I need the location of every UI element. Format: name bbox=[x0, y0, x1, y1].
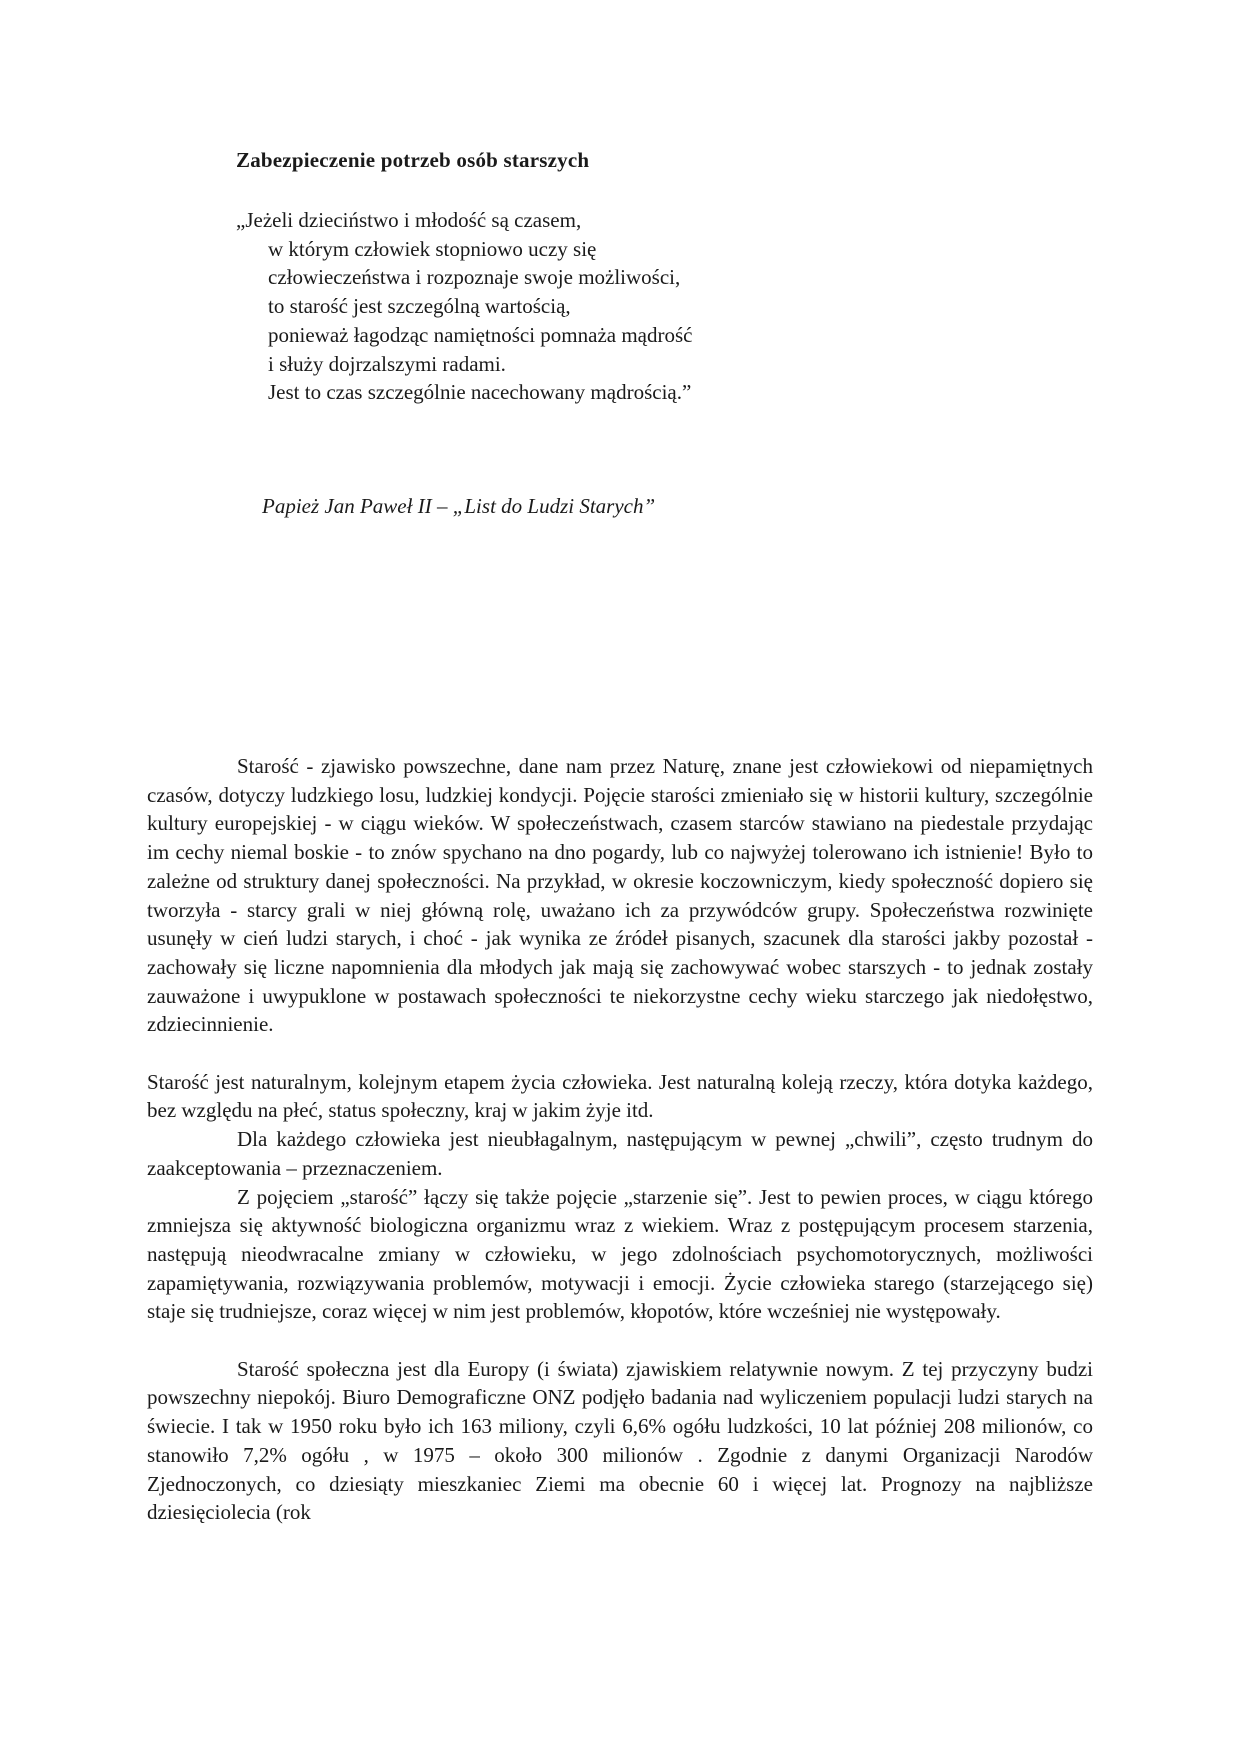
paragraph: Starość - zjawisko powszechne, dane nam przez Naturę, znane jest człowiekowi od niepamiętnych czasów, dotyczy ludzkiego losu, ludzkiej kondycji. Pojęcie starości zmieniało się w historii kultury, szczególnie kultury europejskiej - w ciągu wieków. W społeczeństwach, czasem starców stawiano na piedestale przydając im cechy niemal boskie - to znów spychano na dno pogardy, lub co najwyżej tolerowano ich istnienie! Było to zależne od struktury danej społeczności. Na przykład, w okresie koczowniczym, kiedy społeczność dopiero się tworzyła - starcy grali w niej główną rolę, uważano ich za przywódców grupy. Społeczeństwa rozwinięte usunęły w cień ludzi starych, i choć - jak wynika ze źródeł pisanych, szacunek dla starości jakby pozostał - zachowały się liczne napomnienia dla młodych jak mają się zachowywać wobec starszych - to jednak zostały zauważone i uwypuklone w postawach społeczności te niekorzystne cechy wieku starczego jak niedołęstwo, zdziecinnienie. bbox=[147, 754, 1093, 1037]
quote-line: Jest to czas szczególnie nacechowany mądrością.” bbox=[268, 380, 692, 405]
quote-line: w którym człowiek stopniowo uczy się bbox=[268, 236, 597, 261]
paragraph: Starość jest naturalnym, kolejnym etapem życia człowieka. Jest naturalną koleją rzeczy, która dotyka każdego, bez względu na płeć, status społeczny, kraj w jakim żyje itd. bbox=[147, 1069, 1093, 1123]
quote-attribution: Papież Jan Paweł II – „List do Ludzi Starych” bbox=[262, 494, 656, 518]
quote-line: to starość jest szczególną wartością, bbox=[268, 294, 571, 319]
paragraph: Starość społeczna jest dla Europy (i świata) zjawiskiem relatywnie nowym. Z tej przyczyny budzi powszechny niepokój. Biuro Demograficzne ONZ podjęło badania nad wyliczeniem populacji ludzi starych na świecie. I tak w 1950 roku było ich 163 miliony, czyli 6,6% ogółu ludzkości, 10 lat później 208 milionów, co stanowiło 7,2% ogółu , w 1975 – około 300 milionów . Zgodnie z danymi Organizacji Narodów Zjednoczonych, co dziesiąty mieszkaniec Ziemi ma obecnie 60 i więcej lat. Prognozy na najbliższe dziesięciolecia (rok bbox=[147, 1356, 1093, 1525]
paragraph: Dla każdego człowieka jest nieubłagalnym, następującym w pewnej „chwili”, często trudnym do zaakceptowania – przeznaczeniem. bbox=[147, 1127, 1093, 1180]
quote-line: ponieważ łagodząc namiętności pomnaża mądrość bbox=[268, 322, 693, 347]
document-title: Zabezpieczenie potrzeb osób starszych bbox=[236, 148, 590, 172]
quote-line: i służy dojrzalszymi radami. bbox=[268, 351, 506, 376]
quote-line: „Jeżeli dzieciństwo i młodość są czasem, bbox=[236, 208, 582, 232]
document-body bbox=[147, 752, 1093, 1527]
quote-line: człowieczeństwa i rozpoznaje swoje możliwości, bbox=[268, 265, 681, 290]
opening-quote bbox=[236, 206, 693, 407]
paragraph: Z pojęciem „starość” łączy się także pojęcie „starzenie się”. Jest to pewien proces, w ciągu którego zmniejsza się aktywność biologiczna organizmu wraz z wiekiem. Wraz z postępującym procesem starzenia, następują nieodwracalne zmiany w człowieku, w jego zdolnościach psychomotorycznych, możliwości zapamiętywania, rozwiązywania problemów, motywacji i emocji. Życie człowieka starego (starzejącego się) staje się trudniejsze, coraz więcej w nim jest problemów, kłopotów, które wcześniej nie występowały. bbox=[147, 1184, 1093, 1324]
